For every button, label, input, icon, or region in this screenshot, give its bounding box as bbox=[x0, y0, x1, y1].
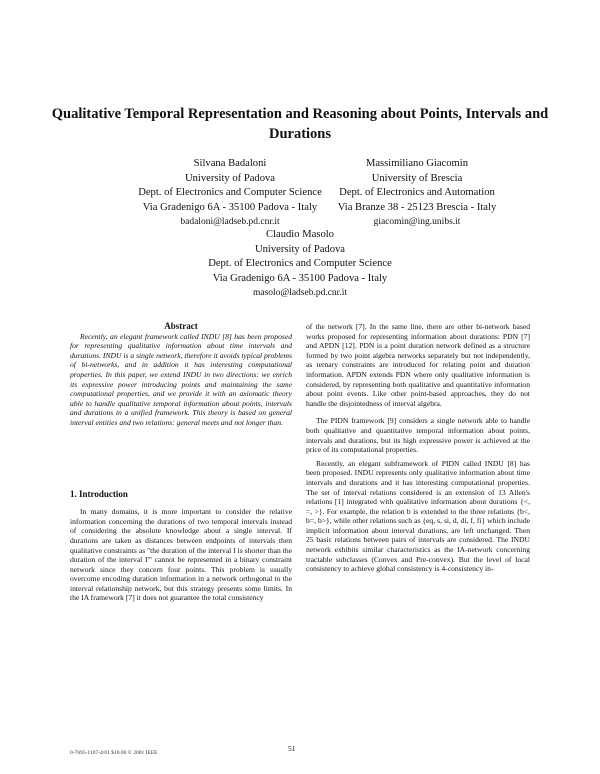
author-dept: Dept. of Electronics and Computer Science bbox=[208, 258, 392, 269]
author-name: Massimiliano Giacomin bbox=[365, 158, 469, 169]
author-address: Via Gradenigo 6A - 35100 Padova - Italy bbox=[212, 272, 388, 284]
author-email: masolo@ladseb.pd.cnr.it bbox=[253, 288, 347, 298]
author-affiliation: University of Padova bbox=[254, 243, 346, 255]
author-address: Via Gradenigo 6A - 35100 Padova - Italy bbox=[142, 201, 318, 213]
author-dept: Dept. of Electronics and Computer Science bbox=[138, 187, 322, 198]
right-paragraph-3: Recently, an elegant subframework of PIDN called INDU [8] has been proposed. INDU represents only qualitative information about time intervals and durations and it has interesting computational properties. The set of interval relations considered is an extension of 13 Allen's relations [1] integrated with qualitative information about durations {<, =, >}. For example, the relation b is extended to the three relations {b<, b=, b>}, while other relations such as {eq, s, si, d, di, f, fi} which include implicit information about interval durations, are left unchanged. Then 25 basic relations between pairs of intervals are considered. The INDU network exhibits similar characteristics as the IA-network concerning tractable subclasses (Convex and Pre-convex). But the level of local consistency to achieve global consistency is 4-consistency in- bbox=[306, 458, 530, 574]
author-address: Via Branze 38 - 25123 Brescia - Italy bbox=[337, 201, 497, 213]
author-block-3 bbox=[200, 228, 400, 301]
introduction-heading: 1. Introduction bbox=[70, 488, 128, 499]
author-block-2 bbox=[312, 157, 522, 230]
author-name: Silvana Badaloni bbox=[193, 158, 267, 169]
right-column bbox=[306, 322, 530, 574]
paper-title: Qualitative Temporal Representation and Reasoning about Points, Intervals and Durations bbox=[51, 106, 549, 142]
right-paragraph-2: The PIDN framework [9] considers a single network able to handle both qualitative and quantitative temporal information about points, intervals and durations, but its high expressive power is achieved at the price of its computational properties. bbox=[306, 416, 530, 455]
author-affiliation: University of Brescia bbox=[371, 172, 463, 184]
page-number: 51 bbox=[288, 744, 296, 753]
author-email: giacomin@ing.unibs.it bbox=[373, 217, 461, 227]
copyright-footer: 0-7695-1107-4/01 $10.00 © 2001 IEEE bbox=[70, 750, 158, 756]
author-email: badaloni@ladseb.pd.cnr.it bbox=[180, 217, 280, 227]
author-dept: Dept. of Electronics and Automation bbox=[339, 187, 495, 198]
author-affiliation: University of Padova bbox=[184, 172, 276, 184]
left-column bbox=[70, 322, 292, 603]
author-name: Claudio Masolo bbox=[266, 229, 334, 240]
abstract-text: Recently, an elegant framework called INDU [8] has been proposed for representing qualitative information about time intervals and durations. INDU is a single network, therefore it avoids typical problems of bi-networks, and in addition it has interesting computational properties. In this paper, we extend INDU in two directions: we enrich its expressive power introducing points and maintaining the same computational properties, and we provide it with an axiomatic theory able to handle qualitative temporal information about points, intervals and durations in a unified framework. This theory is based on general interval entities and two relations: general meets and not longer than. bbox=[70, 331, 292, 427]
abstract-heading: Abstract bbox=[164, 321, 198, 331]
right-paragraph-1: of the network [7]. In the same line, there are other bi-network based works proposed for representing information about durations: PDN [7] and APDN [12]. PDN is a point duration network defined as a structure formed by two point algebra networks separately but not independently, as ternary constraints are introduced for relating point and duration information. APDN extends PDN where only qualitative information is considered, by representing both qualitative and quantitative information about point events. Like other point-based approaches, they do not handle the disjointedness of interval algebra. bbox=[306, 322, 530, 408]
author-block-1 bbox=[130, 157, 330, 230]
introduction-text: In many domains, it is more important to consider the relative information concerning the durations of two temporal intervals instead of considering the absolute knowledge about a single interval. If durations are taken as distances between endpoints of intervals then qualitative constraints as "the duration of the interval I is shorter than the duration of the interval I'" cannot be represented in a binary constraint network since they concern four points. This problem is usually overcome encoding duration information in a network orthogonal to the interval relationship network, but this strategy presents some limits. In the IA framework [7] it does not guarantee the total consistency bbox=[70, 507, 292, 603]
